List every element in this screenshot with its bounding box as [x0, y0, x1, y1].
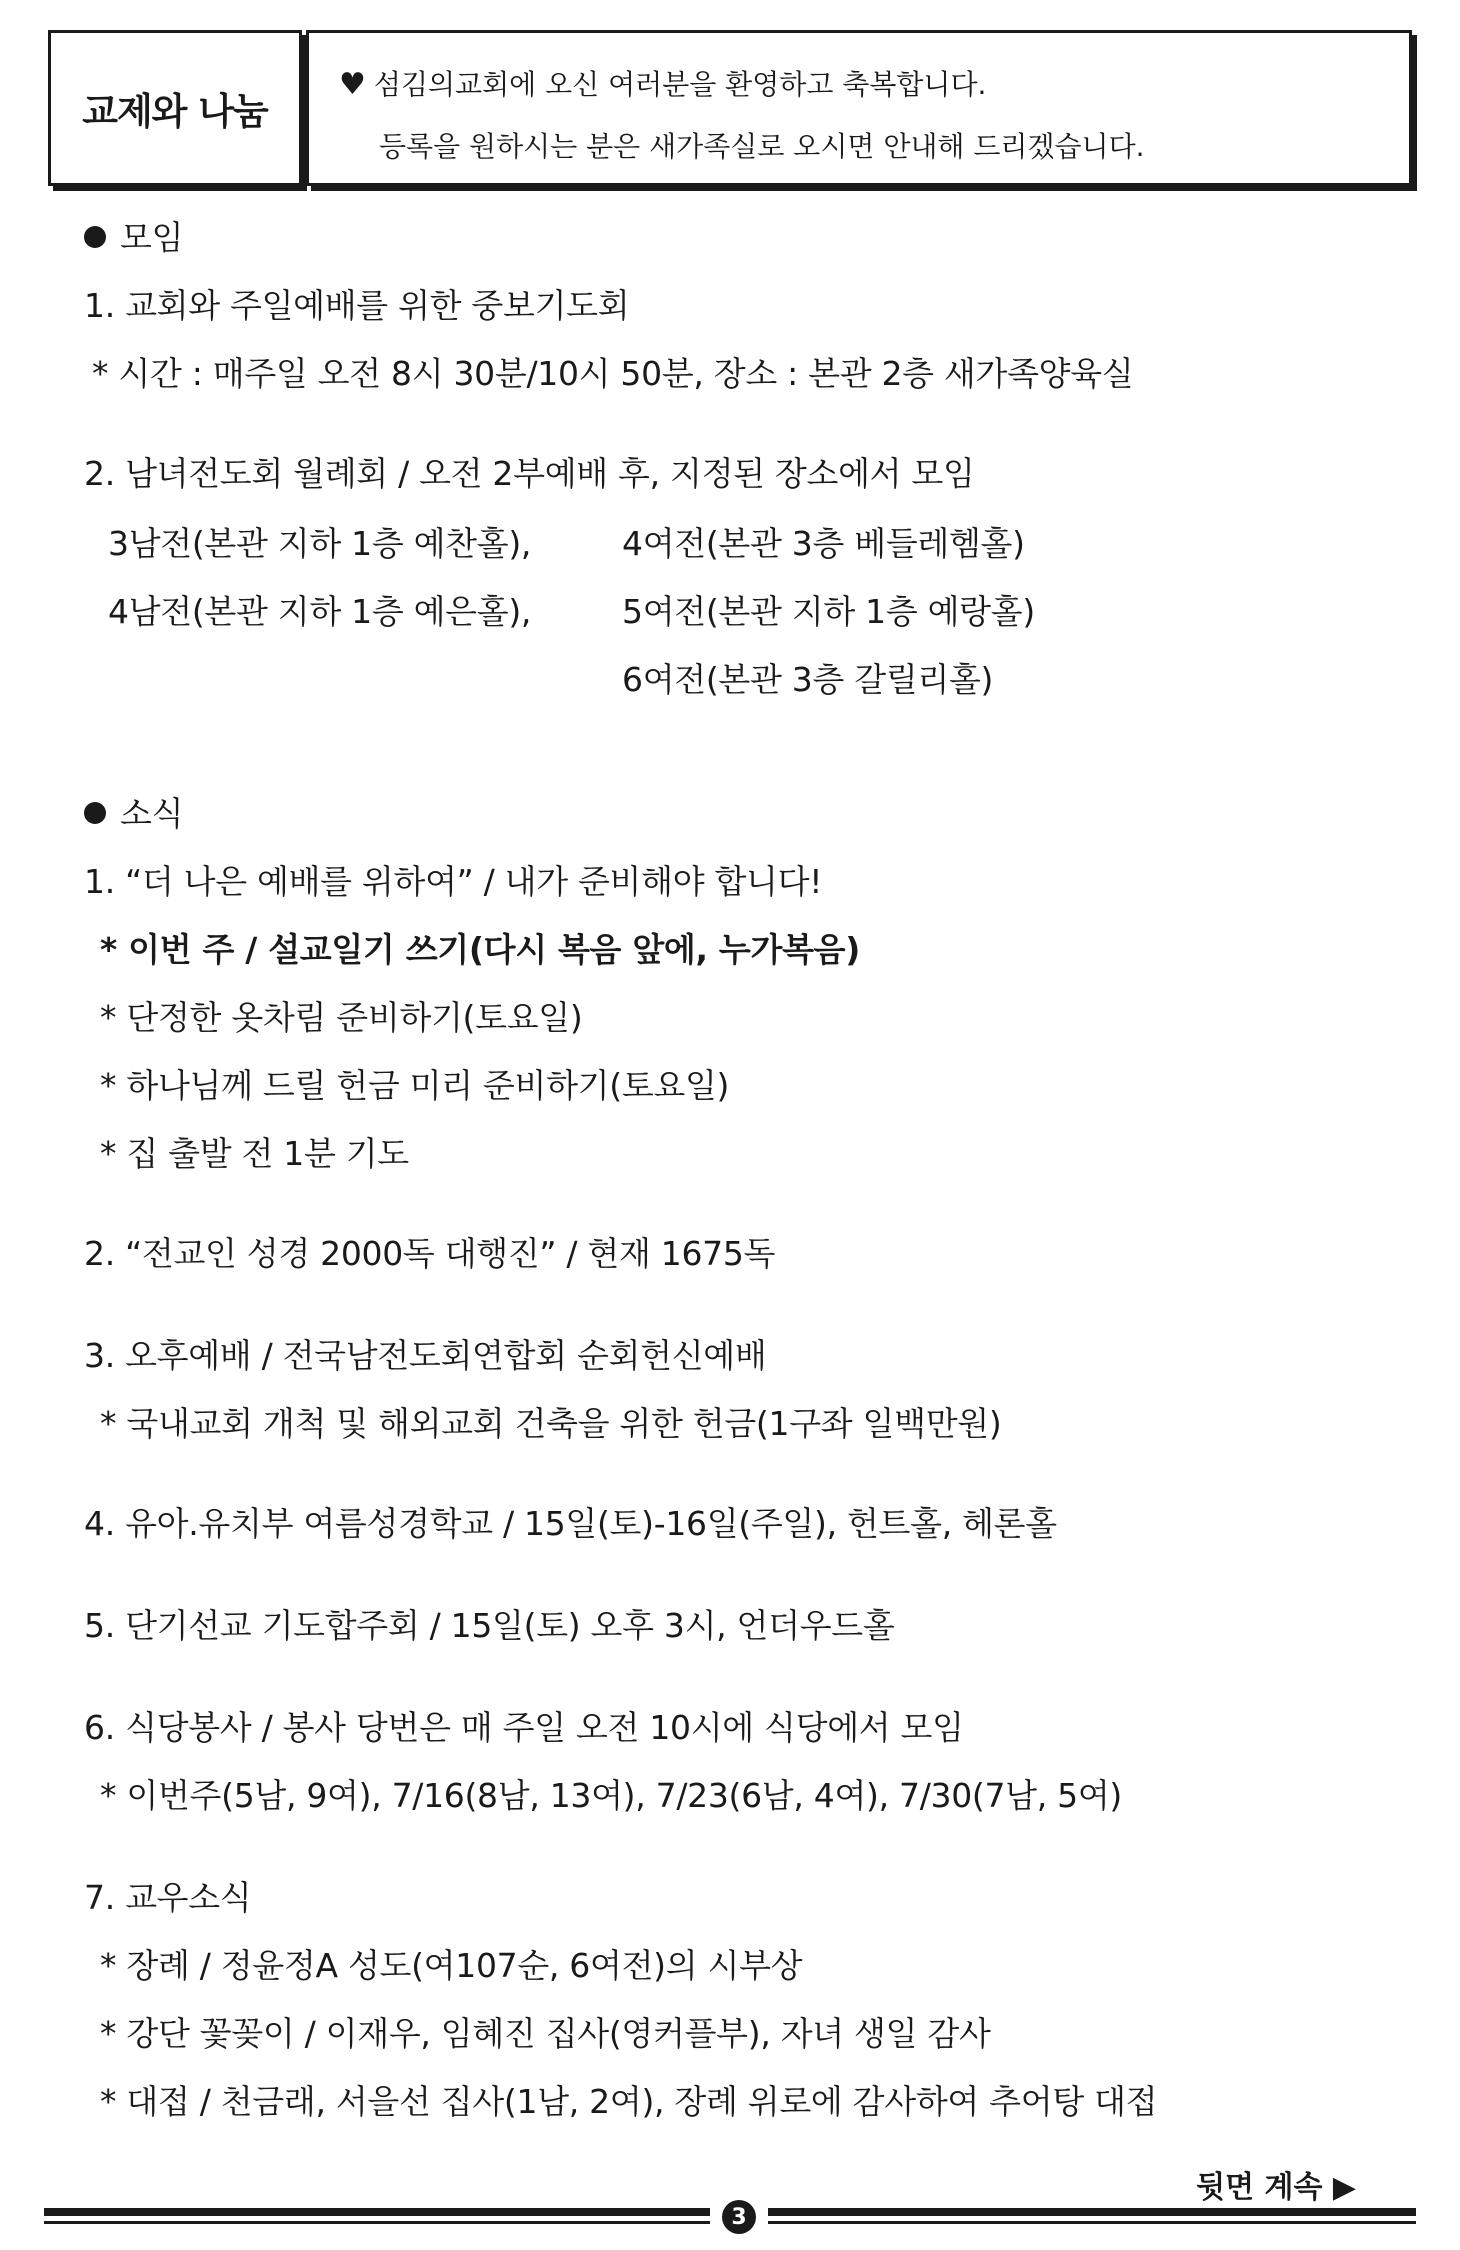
meeting-item-2: 2. 남녀전도회 월례회 / 오전 2부예배 후, 지정된 장소에서 모임 — [84, 454, 975, 493]
news-item-3-detail: * 국내교회 개척 및 해외교회 건축을 위한 헌금(1구좌 일백만원) — [100, 1404, 1002, 1443]
meeting-item-1-detail: * 시간 : 매주일 오전 8시 30분/10시 50분, 장소 : 본관 2층 새가족양육실 — [92, 354, 1134, 393]
welcome-line-1: ♥ 섬김의교회에 오신 여러분을 환영하고 축복합니다. — [339, 67, 987, 102]
bullet-icon — [84, 226, 106, 248]
news-item-7: 7. 교우소식 — [84, 1878, 252, 1917]
news-item-4: 4. 유아.유치부 여름성경학교 / 15일(토)-16일(주일), 헌트홀, 헤론홀 — [84, 1504, 1057, 1543]
news-heading: 소식 — [84, 788, 183, 835]
welcome-box — [306, 30, 1412, 186]
news-item-7-funeral: * 장례 / 정윤정A 성도(여107순, 6여전)의 시부상 — [100, 1946, 803, 1985]
page-number: 3 — [722, 2200, 756, 2234]
meeting-6-women: 6여전(본관 3층 갈릴리홀) — [622, 660, 994, 699]
meeting-3-men: 3남전(본관 지하 1층 예찬홀), — [108, 524, 532, 563]
news-item-3: 3. 오후예배 / 전국남전도회연합회 순회헌신예배 — [84, 1336, 767, 1375]
news-item-1-prayer: * 집 출발 전 1분 기도 — [100, 1134, 409, 1173]
meeting-item-1: 1. 교회와 주일예배를 위한 중보기도회 — [84, 286, 630, 325]
news-item-2: 2. “전교인 성경 2000독 대행진” / 현재 1675독 — [84, 1234, 776, 1273]
news-item-1: 1. “더 나은 예배를 위하여” / 내가 준비해야 합니다! — [84, 862, 823, 901]
meetings-heading: 모임 — [84, 212, 183, 259]
news-item-1-offering: * 하나님께 드릴 헌금 미리 준비하기(토요일) — [100, 1066, 730, 1105]
section-title: 교제와 나눔 — [82, 90, 268, 133]
meeting-4-women: 4여전(본관 3층 베들레헴홀) — [622, 524, 1025, 563]
footer-rule-left — [44, 2208, 710, 2230]
news-item-7-treat: * 대접 / 천금래, 서을선 집사(1남, 2여), 장례 위로에 감사하여 추어탕 대접 — [100, 2082, 1158, 2121]
news-item-6: 6. 식당봉사 / 봉사 당번은 매 주일 오전 10시에 식당에서 모임 — [84, 1708, 964, 1747]
news-item-7-flowers: * 강단 꽃꽂이 / 이재우, 임혜진 집사(영커플부), 자녀 생일 감사 — [100, 2014, 991, 2053]
welcome-line-2: 등록을 원하시는 분은 새가족실로 오시면 안내해 드리겠습니다. — [379, 130, 1145, 163]
news-item-1-attire: * 단정한 옷차림 준비하기(토요일) — [100, 998, 583, 1037]
news-item-5: 5. 단기선교 기도합주회 / 15일(토) 오후 3시, 언더우드홀 — [84, 1606, 895, 1645]
continue-label: 뒷면 계속 ▶ — [1196, 2170, 1356, 2205]
meeting-4-men: 4남전(본관 지하 1층 예은홀), — [108, 592, 532, 631]
meeting-5-women: 5여전(본관 지하 1층 예랑홀) — [622, 592, 1035, 631]
section-title-box — [48, 30, 302, 186]
footer-rule-right — [768, 2208, 1416, 2230]
news-item-1-sermon-diary: * 이번 주 / 설교일기 쓰기(다시 복음 앞에, 누가복음) — [100, 930, 861, 969]
bullet-icon — [84, 802, 106, 824]
news-item-6-detail: * 이번주(5남, 9여), 7/16(8남, 13여), 7/23(6남, 4여), 7/30(7남, 5여) — [100, 1776, 1122, 1815]
heart-icon: ♥ — [339, 67, 366, 102]
